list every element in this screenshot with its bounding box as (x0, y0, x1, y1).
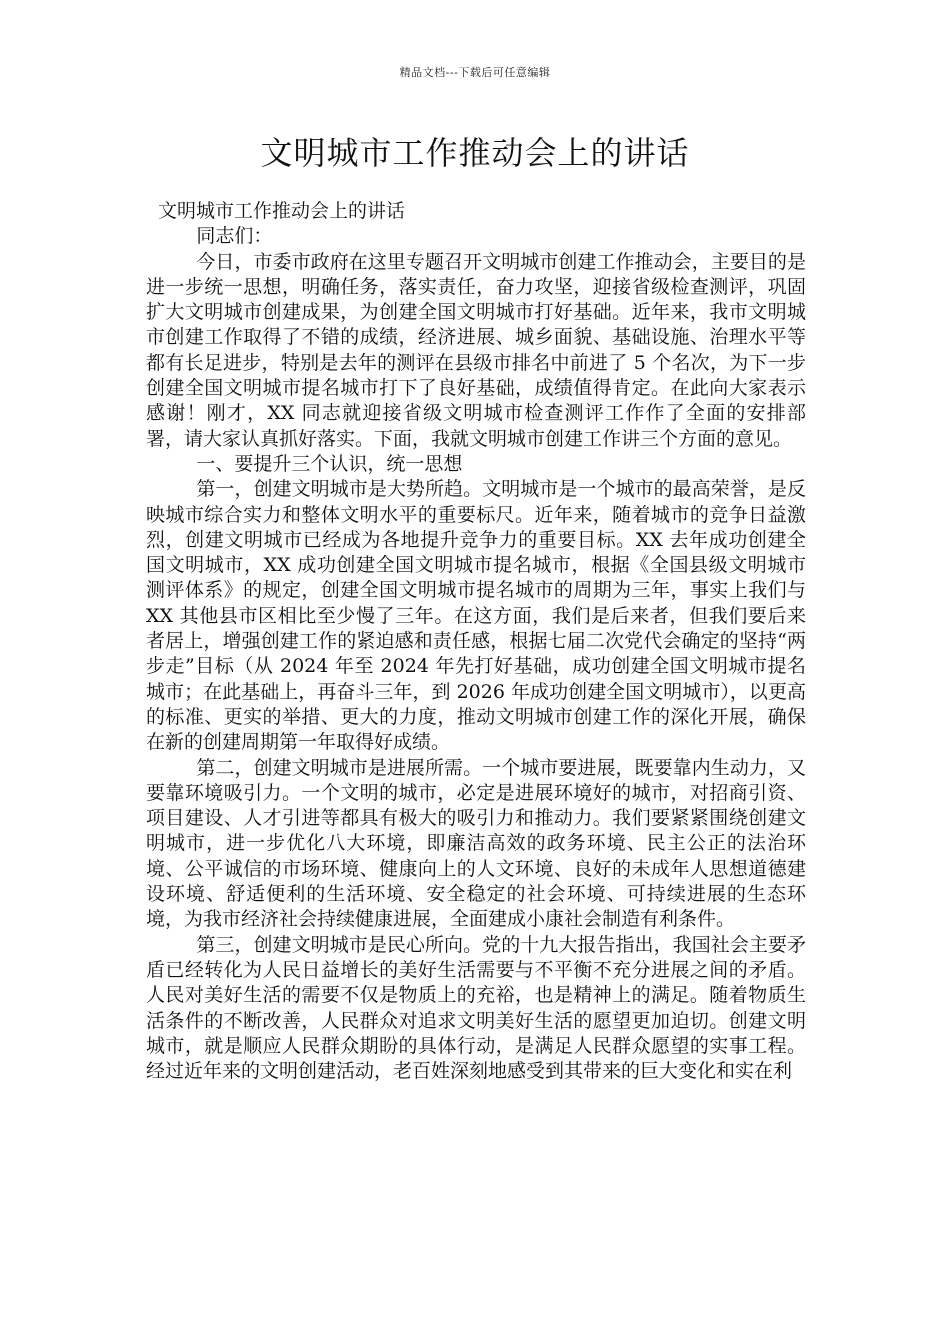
paragraph-first: 第一，创建文明城市是大势所趋。文明城市是一个城市的最高荣誉，是反映城市综合实力和整体文明水平的重要标尺。近年来，随着城市的竞争日益激烈，创建文明城市已经成为各地提升竞争力的重要目标。XX 去年成功创建全国文明城市，XX 成功创建全国文明城市提名城市，根据《全国县级文明城市测评体系》的规定，创建全国文明城市提名城市的周期为三年，事实上我们与 XX 其他县市区相比至少慢了三年。在这方面，我们是后来者，但我们要后来者居上，增强创建工作的紧迫感和责任感，根据七届二次党代会确定的坚持“两步走”目标（从 2024 年至 2024 年先打好基础，成功创建全国文明城市提名城市；在此基础上，再奋斗三年，到 2026 年成功创建全国文明城市），以更高的标准、更实的举措、更大的力度，推动文明城市创建工作的深化开展，确保在新的创建周期第一年取得好成绩。 (146, 478, 806, 754)
header-note: 精品文档---下载后可任意编辑 (399, 66, 551, 79)
salutation: 同志们： (196, 225, 273, 248)
paragraph-third: 第三，创建文明城市是民心所向。党的十九大报告指出，我国社会主要矛盾已经转化为人民日益增长的美好生活需要与不平衡不充分进展之间的矛盾。人民对美好生活的需要不仅是物质上的充裕，也是精神上的满足。随着物质生活条件的不断改善，人民群众对追求文明美好生活的愿望更加迫切。创建文明城市，就是顺应人民群众期盼的具体行动，是满足人民群众愿望的实事工程。经过近年来的文明创建活动，老百姓深刻地感受到其带来的巨大变化和实在利 (146, 933, 806, 1083)
body-subtitle: 文明城市工作推动会上的讲话 (158, 200, 406, 222)
document-title: 文明城市工作推动会上的讲话 (260, 134, 690, 172)
paragraph-second: 第二，创建文明城市是进展所需。一个城市要进展，既要靠内生动力，又要靠环境吸引力。一个文明的城市，必定是进展环境好的城市，对招商引资、项目建设、人才引进等都具有极大的吸引力和推动力。我们要紧紧围绕创建文明城市，进一步优化八大环境，即廉洁高效的政务环境、民主公正的法治环境、公平诚信的市场环境、健康向上的人文环境、良好的未成年人思想道德建设环境、舒适便利的生活环境、安全稳定的社会环境、可持续进展的生态环境，为我市经济社会持续健康进展，全面建成小康社会制造有利条件。 (146, 756, 806, 931)
document-body (146, 199, 806, 1084)
section-heading-1: 一、要提升三个认识，统一思想 (196, 452, 463, 475)
paragraph-intro: 今日，市委市政府在这里专题召开文明城市创建工作推动会，主要目的是进一步统一思想，明确任务，落实责任，奋力攻坚，迎接省级检查测评，巩固扩大文明城市创建成果，为创建全国文明城市打好基础。近年来，我市文明城市创建工作取得了不错的成绩，经济进展、城乡面貌、基础设施、治理水平等都有长足进步，特别是去年的测评在县级市排名中前进了 5 个名次，为下一步创建全国文明城市提名城市打下了良好基础，成绩值得肯定。在此向大家表示感谢！刚才，XX 同志就迎接省级文明城市检查测评工作作了全面的安排部署，请大家认真抓好落实。下面，我就文明城市创建工作讲三个方面的意见。 (146, 250, 806, 450)
